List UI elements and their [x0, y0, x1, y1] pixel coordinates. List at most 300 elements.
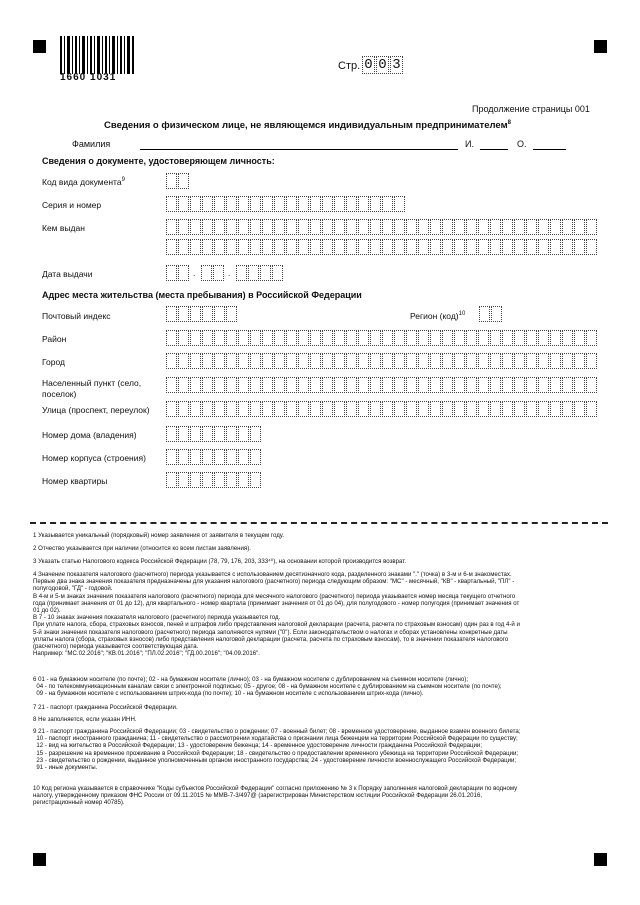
input-cell[interactable] [298, 401, 309, 417]
input-cell[interactable] [538, 401, 549, 417]
input-cell[interactable] [226, 353, 237, 369]
input-cell[interactable] [250, 239, 261, 255]
input-cell[interactable] [202, 196, 213, 212]
input-cell[interactable] [454, 239, 465, 255]
input-cell[interactable] [274, 219, 285, 235]
input-cell[interactable] [418, 377, 429, 393]
input-cell[interactable] [286, 377, 297, 393]
input-cell[interactable] [502, 219, 513, 235]
input-cell[interactable] [370, 377, 381, 393]
input-cell[interactable] [382, 196, 393, 212]
input-cell[interactable] [586, 353, 597, 369]
input-cell[interactable] [190, 306, 201, 322]
input-cell[interactable] [250, 401, 261, 417]
input-cell[interactable] [334, 239, 345, 255]
input-cell[interactable] [214, 377, 225, 393]
input-cell[interactable] [322, 377, 333, 393]
region-code-cells[interactable] [479, 306, 503, 322]
input-cell[interactable] [286, 353, 297, 369]
input-cell[interactable] [166, 265, 177, 281]
input-cell[interactable] [178, 330, 189, 346]
input-cell[interactable] [238, 330, 249, 346]
input-cell[interactable] [406, 401, 417, 417]
input-cell[interactable] [550, 330, 561, 346]
input-cell[interactable] [454, 353, 465, 369]
input-cell[interactable] [226, 426, 237, 442]
input-cell[interactable] [466, 401, 477, 417]
input-cell[interactable] [466, 239, 477, 255]
input-cell[interactable] [490, 219, 501, 235]
input-cell[interactable] [322, 330, 333, 346]
input-cell[interactable] [274, 330, 285, 346]
input-cell[interactable] [178, 377, 189, 393]
input-cell[interactable] [346, 219, 357, 235]
input-cell[interactable] [214, 353, 225, 369]
input-cell[interactable] [346, 239, 357, 255]
input-cell[interactable] [190, 239, 201, 255]
input-cell[interactable] [262, 219, 273, 235]
input-cell[interactable] [214, 306, 225, 322]
input-cell[interactable] [166, 426, 177, 442]
input-cell[interactable] [454, 330, 465, 346]
initial-i-field[interactable] [480, 149, 508, 150]
input-cell[interactable] [262, 330, 273, 346]
input-cell[interactable] [298, 330, 309, 346]
input-cell[interactable] [478, 239, 489, 255]
input-cell[interactable] [262, 401, 273, 417]
input-cell[interactable] [286, 330, 297, 346]
input-cell[interactable] [430, 219, 441, 235]
input-cell[interactable] [274, 239, 285, 255]
input-cell[interactable] [202, 353, 213, 369]
input-cell[interactable] [214, 449, 225, 465]
input-cell[interactable] [286, 219, 297, 235]
input-cell[interactable] [442, 219, 453, 235]
input-cell[interactable] [201, 265, 212, 281]
doc-section-heading: Сведения о документе, удостоверяющем личность: [42, 156, 275, 166]
input-cell[interactable] [370, 353, 381, 369]
street-cells[interactable] [166, 401, 598, 417]
input-cell[interactable] [310, 239, 321, 255]
input-cell[interactable] [274, 401, 285, 417]
input-cell[interactable] [286, 239, 297, 255]
input-cell[interactable] [298, 239, 309, 255]
input-cell[interactable] [406, 219, 417, 235]
input-cell[interactable] [491, 306, 502, 322]
input-cell[interactable] [238, 472, 249, 488]
input-cell[interactable] [334, 377, 345, 393]
city-cells[interactable] [166, 353, 598, 369]
input-cell[interactable] [178, 472, 189, 488]
input-cell[interactable] [214, 426, 225, 442]
input-cell[interactable] [586, 377, 597, 393]
input-cell[interactable] [166, 401, 177, 417]
input-cell[interactable] [538, 239, 549, 255]
input-cell[interactable] [226, 377, 237, 393]
input-cell[interactable] [346, 196, 357, 212]
input-cell[interactable] [226, 401, 237, 417]
input-cell[interactable] [478, 219, 489, 235]
district-cells[interactable] [166, 330, 598, 346]
input-cell[interactable] [166, 219, 177, 235]
input-cell[interactable] [382, 353, 393, 369]
input-cell[interactable] [322, 401, 333, 417]
input-cell[interactable] [166, 353, 177, 369]
input-cell[interactable] [370, 330, 381, 346]
input-cell[interactable] [394, 401, 405, 417]
input-cell[interactable] [550, 239, 561, 255]
input-cell[interactable] [418, 401, 429, 417]
input-cell[interactable] [478, 330, 489, 346]
input-cell[interactable] [406, 239, 417, 255]
input-cell[interactable] [190, 401, 201, 417]
input-cell[interactable] [286, 196, 297, 212]
input-cell[interactable] [370, 196, 381, 212]
input-cell[interactable] [166, 449, 177, 465]
input-cell[interactable] [178, 265, 189, 281]
input-cell[interactable] [406, 377, 417, 393]
input-cell[interactable] [262, 196, 273, 212]
input-cell[interactable] [394, 353, 405, 369]
input-cell[interactable] [562, 401, 573, 417]
input-cell[interactable] [322, 196, 333, 212]
input-cell[interactable] [322, 239, 333, 255]
input-cell[interactable] [479, 306, 490, 322]
input-cell[interactable] [514, 219, 525, 235]
input-cell[interactable] [478, 377, 489, 393]
input-cell[interactable] [274, 377, 285, 393]
input-cell[interactable] [202, 472, 213, 488]
postal-code-cells[interactable] [166, 306, 238, 322]
input-cell[interactable] [478, 401, 489, 417]
input-cell[interactable] [490, 401, 501, 417]
input-cell[interactable] [490, 377, 501, 393]
input-cell[interactable] [370, 401, 381, 417]
input-cell[interactable] [370, 239, 381, 255]
input-cell[interactable] [310, 401, 321, 417]
input-cell[interactable] [358, 219, 369, 235]
input-cell[interactable] [526, 401, 537, 417]
input-cell[interactable] [442, 330, 453, 346]
input-cell[interactable] [574, 401, 585, 417]
input-cell[interactable] [272, 265, 283, 281]
input-cell[interactable] [418, 239, 429, 255]
input-cell[interactable] [310, 196, 321, 212]
input-cell[interactable] [358, 196, 369, 212]
input-cell[interactable] [236, 265, 247, 281]
input-cell[interactable] [442, 401, 453, 417]
input-cell[interactable] [178, 401, 189, 417]
input-cell[interactable] [178, 219, 189, 235]
input-cell[interactable] [238, 219, 249, 235]
input-cell[interactable] [346, 330, 357, 346]
input-cell[interactable] [454, 401, 465, 417]
input-cell[interactable] [538, 330, 549, 346]
input-cell[interactable] [226, 330, 237, 346]
input-cell[interactable] [166, 472, 177, 488]
input-cell[interactable] [502, 330, 513, 346]
input-cell[interactable] [226, 306, 237, 322]
input-cell[interactable] [526, 330, 537, 346]
input-cell[interactable] [586, 330, 597, 346]
input-cell[interactable] [166, 330, 177, 346]
input-cell[interactable] [190, 330, 201, 346]
input-cell[interactable] [562, 353, 573, 369]
input-cell[interactable] [202, 239, 213, 255]
input-cell[interactable] [490, 353, 501, 369]
issued-by-cells-2[interactable] [166, 239, 598, 255]
issue-year-cells[interactable] [236, 265, 284, 281]
input-cell[interactable] [538, 219, 549, 235]
input-cell[interactable] [238, 377, 249, 393]
input-cell[interactable] [334, 330, 345, 346]
input-cell[interactable] [202, 401, 213, 417]
input-cell[interactable] [562, 219, 573, 235]
input-cell[interactable] [442, 353, 453, 369]
input-cell[interactable] [262, 377, 273, 393]
input-cell[interactable] [502, 377, 513, 393]
input-cell[interactable] [550, 353, 561, 369]
input-cell[interactable] [310, 377, 321, 393]
input-cell[interactable] [262, 239, 273, 255]
input-cell[interactable] [202, 306, 213, 322]
input-cell[interactable] [226, 219, 237, 235]
input-cell[interactable] [260, 265, 271, 281]
input-cell[interactable] [166, 306, 177, 322]
input-cell[interactable] [226, 472, 237, 488]
input-cell[interactable] [562, 377, 573, 393]
input-cell[interactable] [418, 219, 429, 235]
input-cell[interactable] [358, 239, 369, 255]
input-cell[interactable] [562, 330, 573, 346]
input-cell[interactable] [334, 219, 345, 235]
input-cell[interactable] [502, 353, 513, 369]
input-cell[interactable] [250, 426, 261, 442]
input-cell[interactable] [190, 219, 201, 235]
input-cell[interactable] [238, 196, 249, 212]
input-cell[interactable] [190, 196, 201, 212]
input-cell[interactable] [586, 239, 597, 255]
input-cell[interactable] [502, 239, 513, 255]
input-cell[interactable] [298, 196, 309, 212]
input-cell[interactable] [490, 330, 501, 346]
input-cell[interactable] [466, 219, 477, 235]
input-cell[interactable] [190, 377, 201, 393]
input-cell[interactable] [574, 330, 585, 346]
input-cell[interactable] [346, 401, 357, 417]
input-cell[interactable] [213, 265, 224, 281]
input-cell[interactable] [298, 219, 309, 235]
input-cell[interactable] [514, 401, 525, 417]
input-cell[interactable] [298, 353, 309, 369]
input-cell[interactable] [250, 219, 261, 235]
input-cell[interactable] [178, 449, 189, 465]
input-cell[interactable] [382, 330, 393, 346]
input-cell[interactable] [250, 330, 261, 346]
input-cell[interactable] [406, 353, 417, 369]
input-cell[interactable] [226, 196, 237, 212]
input-cell[interactable] [586, 219, 597, 235]
input-cell[interactable] [466, 377, 477, 393]
input-cell[interactable] [178, 426, 189, 442]
input-cell[interactable] [250, 449, 261, 465]
input-cell[interactable] [202, 377, 213, 393]
input-cell[interactable] [190, 472, 201, 488]
input-cell[interactable] [274, 353, 285, 369]
input-cell[interactable] [478, 353, 489, 369]
input-cell[interactable] [358, 353, 369, 369]
input-cell[interactable] [214, 401, 225, 417]
doc-code-cells[interactable] [166, 173, 190, 189]
input-cell[interactable] [430, 353, 441, 369]
input-cell[interactable] [418, 353, 429, 369]
input-cell[interactable] [490, 239, 501, 255]
input-cell[interactable] [394, 196, 405, 212]
input-cell[interactable] [442, 377, 453, 393]
input-cell[interactable] [358, 401, 369, 417]
input-cell[interactable] [190, 353, 201, 369]
input-cell[interactable] [310, 219, 321, 235]
input-cell[interactable] [502, 401, 513, 417]
input-cell[interactable] [238, 426, 249, 442]
issued-by-cells-1[interactable] [166, 219, 598, 235]
surname-field[interactable] [140, 149, 458, 150]
input-cell[interactable] [190, 449, 201, 465]
input-cell[interactable] [214, 330, 225, 346]
input-cell[interactable] [274, 196, 285, 212]
input-cell[interactable] [238, 353, 249, 369]
input-cell[interactable] [178, 306, 189, 322]
building-cells[interactable] [166, 449, 262, 465]
input-cell[interactable] [430, 239, 441, 255]
input-cell[interactable] [214, 239, 225, 255]
input-cell[interactable] [262, 353, 273, 369]
input-cell[interactable] [370, 219, 381, 235]
input-cell[interactable] [310, 330, 321, 346]
input-cell[interactable] [202, 426, 213, 442]
input-cell[interactable] [214, 472, 225, 488]
input-cell[interactable] [526, 239, 537, 255]
input-cell[interactable] [466, 330, 477, 346]
footnote-7: 7 21 - паспорт гражданина Российской Федерации. [33, 704, 178, 711]
input-cell[interactable] [226, 449, 237, 465]
input-cell[interactable] [250, 472, 261, 488]
input-cell[interactable] [574, 353, 585, 369]
settlement-cells[interactable] [166, 377, 598, 393]
input-cell[interactable] [166, 239, 177, 255]
input-cell[interactable] [190, 426, 201, 442]
input-cell[interactable] [514, 239, 525, 255]
input-cell[interactable] [178, 173, 189, 189]
input-cell[interactable] [334, 196, 345, 212]
input-cell[interactable] [202, 219, 213, 235]
issue-month-cells[interactable] [201, 265, 225, 281]
input-cell[interactable] [382, 239, 393, 255]
input-cell[interactable] [382, 377, 393, 393]
input-cell[interactable] [202, 449, 213, 465]
input-cell[interactable] [322, 353, 333, 369]
input-cell[interactable] [358, 330, 369, 346]
input-cell[interactable] [334, 353, 345, 369]
input-cell[interactable] [358, 377, 369, 393]
input-cell[interactable] [526, 377, 537, 393]
input-cell[interactable] [178, 353, 189, 369]
input-cell[interactable] [346, 377, 357, 393]
input-cell[interactable] [514, 330, 525, 346]
series-number-cells[interactable] [166, 196, 406, 212]
input-cell[interactable] [394, 219, 405, 235]
input-cell[interactable] [514, 353, 525, 369]
input-cell[interactable] [406, 330, 417, 346]
input-cell[interactable] [430, 330, 441, 346]
issue-day-cells[interactable] [166, 265, 190, 281]
input-cell[interactable] [454, 377, 465, 393]
input-cell[interactable] [562, 239, 573, 255]
input-cell[interactable] [178, 196, 189, 212]
input-cell[interactable] [550, 219, 561, 235]
issue-date-label: Дата выдачи [42, 269, 93, 279]
input-cell[interactable] [166, 377, 177, 393]
input-cell[interactable] [430, 377, 441, 393]
input-cell[interactable] [226, 239, 237, 255]
input-cell[interactable] [178, 239, 189, 255]
input-cell[interactable] [454, 219, 465, 235]
input-cell[interactable] [538, 353, 549, 369]
input-cell[interactable] [550, 401, 561, 417]
input-cell[interactable] [202, 330, 213, 346]
input-cell[interactable] [166, 173, 177, 189]
apartment-cells[interactable] [166, 472, 262, 488]
input-cell[interactable] [214, 219, 225, 235]
input-cell[interactable] [382, 219, 393, 235]
input-cell[interactable] [394, 377, 405, 393]
input-cell[interactable] [526, 353, 537, 369]
input-cell[interactable] [538, 377, 549, 393]
input-cell[interactable] [574, 377, 585, 393]
input-cell[interactable] [574, 239, 585, 255]
input-cell[interactable] [574, 219, 585, 235]
input-cell[interactable] [334, 401, 345, 417]
input-cell[interactable] [248, 265, 259, 281]
input-cell[interactable] [238, 401, 249, 417]
input-cell[interactable] [250, 353, 261, 369]
input-cell[interactable] [298, 377, 309, 393]
input-cell[interactable] [466, 353, 477, 369]
input-cell[interactable] [322, 219, 333, 235]
initial-o-field[interactable] [533, 149, 566, 150]
input-cell[interactable] [526, 219, 537, 235]
input-cell[interactable] [430, 401, 441, 417]
input-cell[interactable] [310, 353, 321, 369]
input-cell[interactable] [382, 401, 393, 417]
input-cell[interactable] [238, 239, 249, 255]
input-cell[interactable] [514, 377, 525, 393]
input-cell[interactable] [586, 401, 597, 417]
input-cell[interactable] [250, 196, 261, 212]
input-cell[interactable] [238, 449, 249, 465]
input-cell[interactable] [286, 401, 297, 417]
house-cells[interactable] [166, 426, 262, 442]
input-cell[interactable] [250, 377, 261, 393]
input-cell[interactable] [418, 330, 429, 346]
input-cell[interactable] [166, 196, 177, 212]
input-cell[interactable] [550, 377, 561, 393]
input-cell[interactable] [214, 196, 225, 212]
input-cell[interactable] [394, 239, 405, 255]
input-cell[interactable] [346, 353, 357, 369]
input-cell[interactable] [442, 239, 453, 255]
input-cell[interactable] [394, 330, 405, 346]
